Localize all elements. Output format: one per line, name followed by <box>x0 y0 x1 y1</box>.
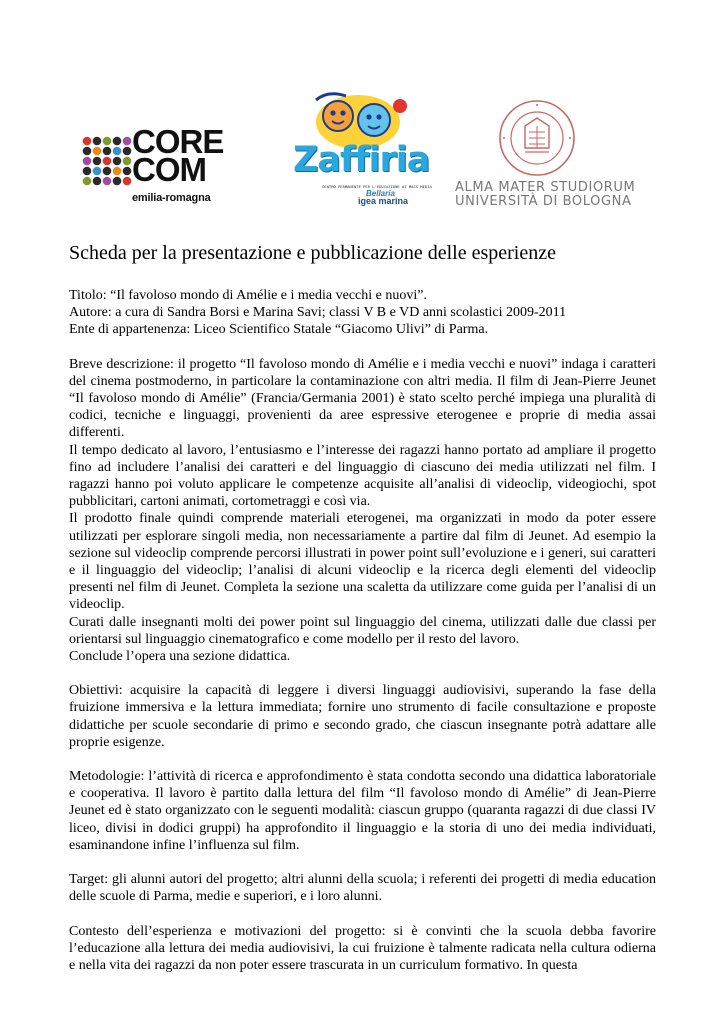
zaffiria-wordmark: Zaffiria <box>293 140 430 180</box>
unibo-seal-icon <box>497 98 577 178</box>
unibo-logo <box>455 98 635 213</box>
unibo-line1: ALMA MATER STUDIORUM <box>455 180 636 195</box>
page-title: Scheda per la presentazione e pubblicazione delle esperienze <box>69 242 556 264</box>
target-paragraph: Target: gli alunni autori del progetto; altri alunni della scuola; i referenti dei progetti di media education delle scuole di Parma, medie e superiori, e i loro alunni. <box>69 872 656 905</box>
methodology-paragraph: Metodologie: l’attività di ricerca e approfondimento è stata condotta secondo una didattica laboratoriale e cooperativa. Il lavoro è partito dalla lettura del film “Il favoloso mondo di Amélie” di Jean-Pierre Jeunet ed è stato organizzato con le seguenti modalità: ciascun gruppo (quaranta ragazzi di due classi IV liceo, divisi in dodici gruppi) ha approfondito il linguaggio e la storia di uno dei media individuati, esaminandone infine l’influenza sul film. <box>69 769 656 853</box>
meta-author: Autore: a cura di Sandra Borsi e Marina Savi; classi V B e VD anni scolastici 2009-2011 <box>69 305 567 321</box>
zaffiria-logo <box>288 88 432 210</box>
header-logos <box>0 0 725 230</box>
zaffiria-sponsor-line2: igea marina <box>358 196 409 206</box>
description-paragraph: Conclude l’opera una sezione didattica. <box>69 649 291 665</box>
meta-organization: Ente di appartenenza: Liceo Scientifico Statale “Giacomo Ulivi” di Parma. <box>69 322 489 338</box>
description-paragraph: Curati dalle insegnanti molti dei power point sul linguaggio del cinema, utilizzati dalle due classi per orientarsi sul linguaggio cinematografico e come modello per il resto del lavoro. <box>69 614 656 647</box>
corecom-wordmark: CORE COM <box>132 123 224 188</box>
document-body <box>69 240 656 974</box>
description-paragraph: Il prodotto finale quindi comprende materiali eterogenei, ma organizzati in modo da poter essere utilizzati per esplorare singoli media, non necessariamente a partire dal film di Jeunet. Ad esempio la sezione sul videoclip comprende percorsi illustrati in power point sull’evoluzione e i generi, sui caratteri e il linguaggio del videoclip; l’analisi di alcuni videoclip e la ricerca degli elementi del videoclip presenti nel film di Jeunet. Completa la sezione una scaletta da utilizzare come guida per l’analisi di un videoclip. <box>69 511 656 613</box>
unibo-line2: UNIVERSITÀ DI BOLOGNA <box>455 194 632 209</box>
corecom-region: emilia-romagna <box>132 192 211 204</box>
description-paragraph: Breve descrizione: il progetto “Il favoloso mondo di Amélie e i media vecchi e nuovi” indaga i caratteri del cinema postmoderno, in particolare la contaminazione con altri media. Il film di Jean-Pierre Jeunet “Il favoloso mondo di Amélie” (Francia/Germania 2001) è stato scelto perché impiega una pluralità di codici, tecniche e linguaggi, provenienti da aree espressive eterogenee e proprie di media assai differenti. <box>69 356 656 441</box>
meta-title: Titolo: “Il favoloso mondo di Amélie e i media vecchi e nuovi”. <box>69 288 427 303</box>
zaffiria-sponsor-line1: Bellaria <box>366 189 395 198</box>
objectives-paragraph: Obiettivi: acquisire la capacità di leggere i diversi linguaggi audiovisivi, superando la fase della fruizione immersiva e la lettura immediata; fornire uno strumento di facile consultazione e proposte didattiche per scuole secondarie di primo e secondo grado, che ciascun insegnante potrà adattare alle proprie esigenze. <box>69 683 656 750</box>
corecom-logo <box>82 123 262 208</box>
zaffiria-tagline: CENTRO PERMANENTE PER L'EDUCAZIONE AI MASS MEDIA <box>322 184 432 189</box>
description-paragraph: Il tempo dedicato al lavoro, l’entusiasmo e l’interesse dei ragazzi hanno portato ad ampliare il progetto fino ad includere l’analisi dei caratteri e del linguaggio di ciascuno dei media utilizzati nel film. I ragazzi hanno poi voluto applicare le competenze acquisite all’analisi di videoclip, videogiochi, spot pubblicitari, cartoni animati, cortometraggi e così via. <box>69 442 656 510</box>
context-paragraph: Contesto dell’esperienza e motivazioni del progetto: si è convinti che la scuola debba favorire l’educazione alla lettura dei media audiovisivi, la cui fruizione è talmente radicata nella cultura odierna e nella vita dei ragazzi da non poter essere trascurata in un curriculum formativo. In questa <box>69 923 656 973</box>
